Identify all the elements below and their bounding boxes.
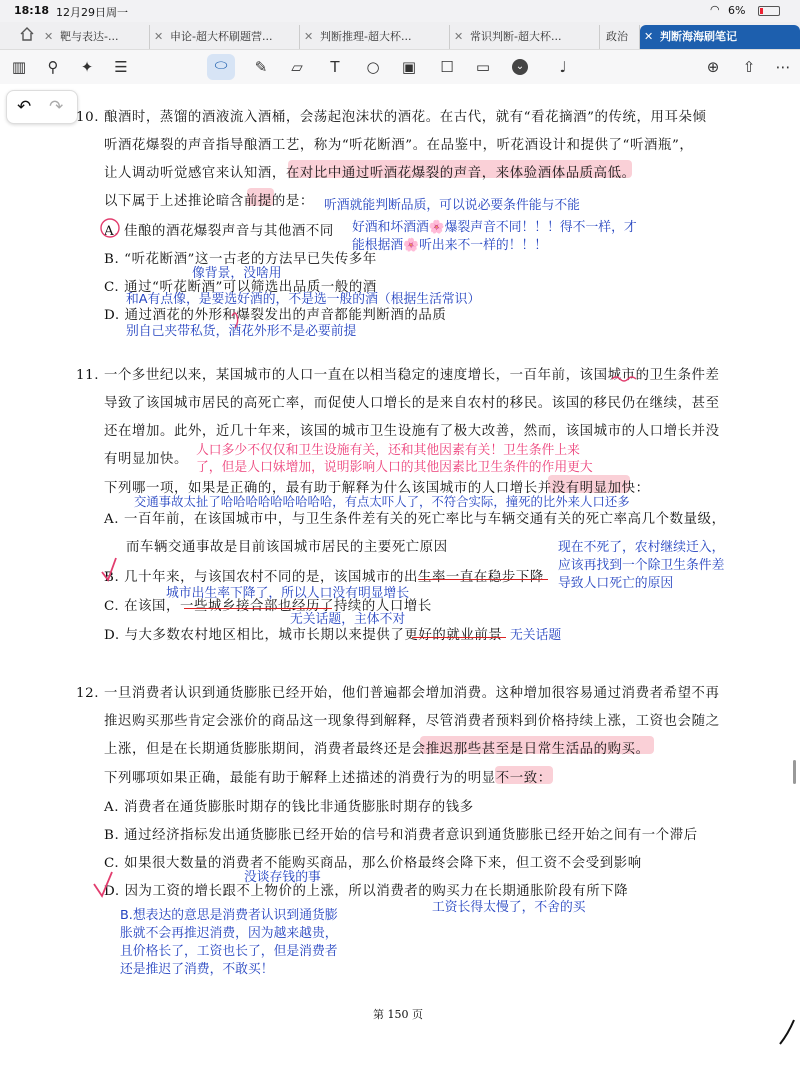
- q10-line: 让人调动听觉感官来认知酒，在对比中通过听酒花爆裂的声音，来体验酒体品质高低。: [104, 166, 636, 181]
- check-mark: [102, 558, 116, 580]
- handwritten-note: 无关话题，主体不对: [290, 612, 406, 627]
- tab-5-active[interactable]: [640, 25, 800, 49]
- share-icon[interactable]: ⇧: [742, 58, 756, 76]
- q10-option-d: D. 通过酒花的外形和爆裂发出的声音都能判断酒的品质: [104, 308, 447, 323]
- q11-line: 还在增加。此外，近几十年来，该国的城市卫生设施有了极大改善，然而，该国城市的人口增长并没: [104, 424, 720, 439]
- battery-icon: [758, 6, 780, 16]
- check-mark: [94, 872, 112, 896]
- handwritten-note: 城市出生率下降了，所以人口没有明显增长: [166, 586, 410, 601]
- close-icon[interactable]: ✕: [304, 30, 314, 43]
- q12-line: 推迟购买那些肯定会涨价的商品这一现象得到解释，尽管消费者预料到价格持续上涨，工资也会随之: [104, 714, 720, 729]
- sticker-icon[interactable]: ☐: [440, 58, 454, 76]
- q11-line: 有明显加快。: [104, 452, 188, 467]
- wavy-underline: [612, 377, 636, 381]
- handwritten-note: 像背景，没啥用: [192, 266, 282, 281]
- close-icon[interactable]: ✕: [644, 30, 654, 43]
- status-bar: [0, 0, 800, 22]
- close-icon[interactable]: ✕: [454, 30, 464, 43]
- q11-option-c: C. 在该国，一些城乡接合部也经历了持续的人口增长: [104, 599, 432, 614]
- wifi-icon: ◠: [710, 3, 720, 16]
- q10-option-c: C. 通过“听花断酒”可以筛选出品质一般的酒: [104, 280, 377, 295]
- handwritten-note: 和A有点像，是要选好酒的，不是选一般的酒（根据生活常识）: [126, 292, 481, 307]
- tab-label: 靶与表达-...: [60, 30, 119, 43]
- search-icon[interactable]: ⚲: [47, 58, 59, 76]
- circle-mark: [101, 219, 119, 237]
- battery-percent: 6%: [728, 4, 746, 17]
- add-page-icon[interactable]: ⊕: [706, 58, 720, 76]
- tab-0[interactable]: [40, 25, 150, 49]
- q11-question: 下列哪一项，如果是正确的，最有助于解释为什么该国城市的人口增长并没有明显加快：: [104, 481, 650, 496]
- eraser-icon[interactable]: ▱: [291, 58, 303, 76]
- tab-1[interactable]: [150, 25, 300, 49]
- q11-line: 11. 一个多世纪以来，某国城市的人口一直在以相当稳定的速度增长，一百年前，该国城市的卫生条件差: [76, 368, 720, 383]
- more-icon[interactable]: ⋯: [775, 58, 791, 76]
- tab-label: 判断推理-超大杯...: [320, 30, 412, 43]
- handwritten-note: 胀就不会再推迟消费，因为越来越贵，: [120, 926, 338, 941]
- q12-line: 上涨，但是在长期通货膨胀期间，消费者最终还是会推迟那些甚至是日常生活品的购买。: [104, 742, 650, 757]
- tab-label: 政治: [606, 30, 628, 43]
- status-time: 18:18: [14, 4, 50, 17]
- q11-option-d: D. 与大多数农村地区相比，城市长期以来提供了更好的就业前景: [104, 628, 503, 643]
- tab-label: 常识判断-超大杯...: [470, 30, 562, 43]
- q10-line: 听酒花爆裂的声音指导酿酒工艺，称为“听花断酒”。在品鉴中，听花酒设计和提供了“听酒瓶”，: [104, 138, 694, 153]
- question-mark: [232, 313, 238, 328]
- handwritten-note: 了，但是人口妹增加，说明影响人口的其他因素比卫生条件的作用更大: [196, 460, 593, 475]
- tab-3[interactable]: [450, 25, 600, 49]
- more-tools-chevron-icon[interactable]: ⌄: [512, 59, 528, 75]
- pen-icon[interactable]: ✎: [254, 58, 268, 76]
- microphone-icon[interactable]: ♩: [559, 58, 567, 76]
- redo-icon[interactable]: ↷: [49, 97, 64, 117]
- handwritten-note: B.想表达的意思是消费者认识到通货膨: [120, 908, 338, 923]
- scrollbar-thumb[interactable]: [793, 760, 796, 784]
- document-icon[interactable]: ☰: [114, 58, 128, 76]
- handwritten-note: 现在不死了，农村继续迁入，: [558, 540, 725, 555]
- handwritten-note: 交通事故太扯了哈哈哈哈哈哈哈哈哈，有点太吓人了，不符合实际，撞死的比外来人口还多: [134, 494, 630, 509]
- text-box-icon[interactable]: T: [330, 58, 340, 76]
- tab-4[interactable]: [600, 25, 640, 49]
- comment-icon[interactable]: ▭: [475, 58, 491, 76]
- q12-option-d: D. 因为工资的增长跟不上物价的上涨，所以消费者的购买力在长期通胀阶段有所下降: [104, 884, 629, 899]
- tab-label: 申论-超大杯刷题营...: [170, 30, 273, 43]
- q12-option-a: A. 消费者在通货膨胀时期存的钱比非通货膨胀时期存的钱多: [104, 800, 474, 815]
- q11-option-a: A. 一百年前，在该国城市中，与卫生条件差有关的死亡率比与车辆交通有关的死亡率高几个数量级，: [104, 512, 726, 527]
- handwritten-note: 没谈存钱的事: [244, 870, 321, 885]
- q10-line: 10. 酿酒时，蒸馏的酒液流入酒桶，会荡起泡沫状的酒花。在古代，就有“看花摘酒”的传统，用耳朵倾: [76, 110, 707, 125]
- q12-option-b: B. 通过经济指标发出通货膨胀已经开始的信号和消费者意识到通货膨胀已经开始之间有一个滞后: [104, 828, 698, 843]
- q10-question: 以下属于上述推论暗含前提的是：: [104, 194, 314, 209]
- handwritten-note: 无关话题: [510, 628, 562, 643]
- sparkle-icon[interactable]: ✦: [80, 58, 94, 76]
- tab-2[interactable]: [300, 25, 450, 49]
- q10-option-b: B. “听花断酒”这一古老的方法早已失传多年: [104, 252, 377, 267]
- q12-line: 12. 一旦消费者认识到通货膨胀已经开始，他们普遍都会增加消费。这种增加很容易通过消费者希望不再: [76, 686, 720, 701]
- handwritten-note: 能根据酒🌸听出来不一样的！！！: [352, 238, 548, 253]
- image-icon[interactable]: ▣: [401, 58, 417, 76]
- tab-bar: [0, 22, 800, 50]
- toolbar: [0, 50, 800, 84]
- sidebar-icon[interactable]: ▥: [11, 58, 27, 76]
- document-page: [0, 84, 800, 1067]
- q11-option-a-cont: 而车辆交通事故是目前该国城市居民的主要死亡原因: [126, 540, 448, 555]
- handwritten-note: 人口多少不仅仅和卫生设施有关，还和其他因素有关！卫生条件上来: [196, 443, 580, 458]
- handwritten-note: 应该再找到一个除卫生条件差: [558, 558, 725, 573]
- tab-label: 判断海海刷笔记: [660, 30, 737, 43]
- q11-line: 导致了该国城市居民的高死亡率，而促使人口增长的是来自农村的移民。该国的移民仍在继续，甚至: [104, 396, 720, 411]
- handwritten-note: 听酒就能判断品质，可以说必要条件能与不能: [324, 198, 580, 213]
- close-icon[interactable]: ✕: [154, 30, 164, 43]
- handwritten-note: 还是推迟了消费，不敢买！: [120, 962, 274, 977]
- handwritten-note: 好酒和坏酒酒🌸爆裂声音不同！！！得不一样，才: [352, 220, 637, 235]
- close-icon[interactable]: ✕: [44, 30, 54, 43]
- q12-question: 下列哪项如果正确，最能有助于解释上述描述的消费行为的明显不一致：: [104, 771, 552, 786]
- handwritten-note: 工资长得太慢了，不舍的买: [432, 900, 586, 915]
- page-number: 第 150 页: [373, 1008, 423, 1021]
- undo-icon[interactable]: ↶: [17, 97, 32, 117]
- q12-option-c: C. 如果很大数量的消费者不能购买商品，那么价格最终会降下来，但工资不会受到影响: [104, 856, 642, 871]
- q10-option-a: A. 佳酿的酒花爆裂声音与其他酒不同: [104, 224, 334, 239]
- home-icon[interactable]: [20, 27, 34, 41]
- pen-marks: [0, 84, 800, 1067]
- lasso-icon[interactable]: ⬭: [207, 54, 235, 80]
- handwritten-note: 导致人口死亡的原因: [558, 576, 674, 591]
- corner-curl-mark: [780, 1020, 794, 1044]
- handwritten-note: 且价格长了，工资也长了，但是消费者: [120, 944, 338, 959]
- status-date: 12月29日周一: [56, 6, 128, 19]
- shapes-icon[interactable]: ○: [366, 58, 380, 76]
- handwritten-note: 别自己夹带私货，酒花外形不是必要前提: [126, 324, 357, 339]
- q11-option-b: B. 几十年来，与该国农村不同的是，该国城市的出生率一直在稳步下降: [104, 570, 544, 585]
